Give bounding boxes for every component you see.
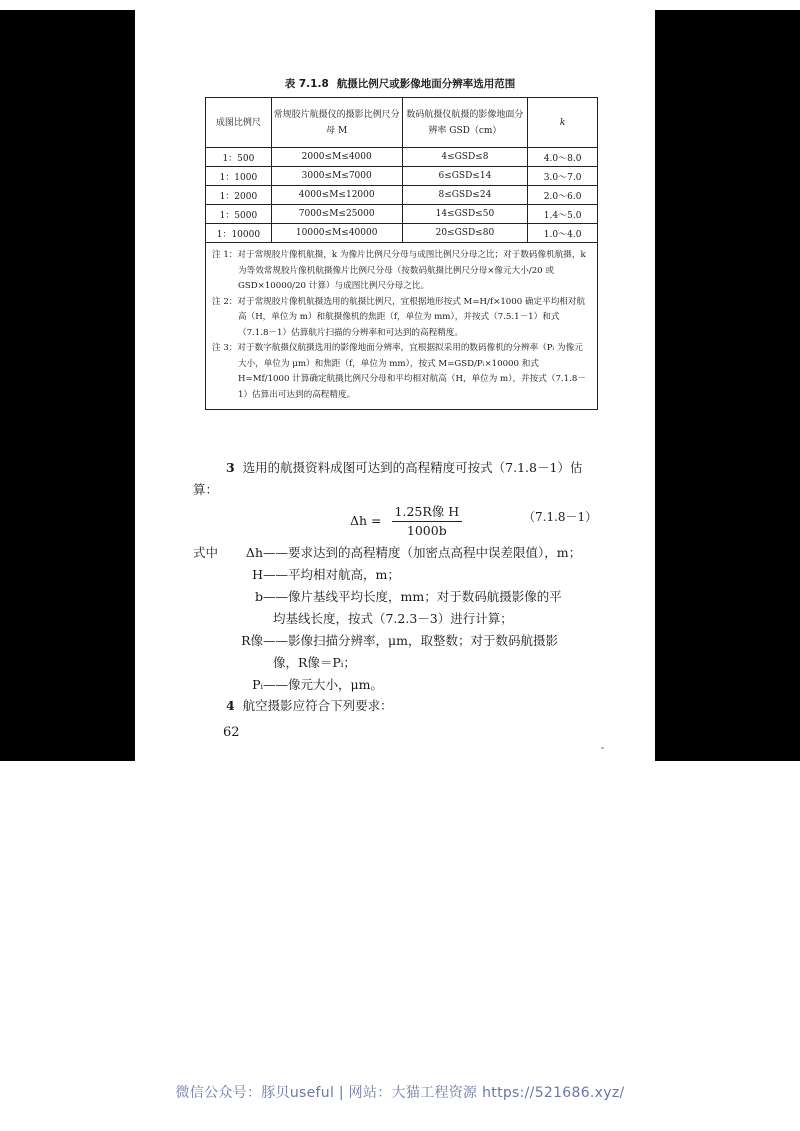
scan-speck (601, 747, 604, 749)
variable-definitions (193, 542, 613, 696)
formula (350, 502, 462, 538)
definition-row (193, 564, 613, 586)
watermark-bottom: 微信公众号：豚贝useful | 网站：大猫工程资源 https://521686.xyz/ (175, 1085, 625, 1101)
cell-k: 2.0～6.0 (528, 186, 598, 205)
cell-gsd: 4≤GSD≤8 (402, 148, 528, 167)
table-row (206, 224, 598, 243)
cell-gsd: 20≤GSD≤80 (402, 224, 528, 243)
item-4-paragraph (193, 695, 603, 717)
table-row (206, 186, 598, 205)
cell-gsd: 14≤GSD≤50 (402, 205, 528, 224)
table-title: 航摄比例尺或影像地面分辨率选用范围 (336, 78, 516, 90)
definition-symbol: Δh (245, 545, 263, 560)
cell-k: 1.0～4.0 (528, 224, 598, 243)
cell-k: 4.0～8.0 (528, 148, 598, 167)
item-4-text: 航空摄影应符合下列要求： (242, 698, 393, 713)
definition-text: ——要求达到的高程精度（加密点高程中误差限值），m； (263, 545, 582, 560)
definition-symbol: b (254, 589, 263, 604)
definition-row (193, 674, 613, 696)
document-page (135, 10, 655, 761)
definition-row (193, 586, 613, 608)
definition-text: ——像元大小，μm。 (263, 677, 383, 692)
header-gsd: 数码航摄仪航摄的影像地面分辨率 GSD（cm） (402, 98, 528, 148)
equation-number: （7.1.8－1） (523, 510, 598, 524)
cell-film: 7000≤M≤25000 (271, 205, 402, 224)
page-number: 62 (223, 725, 240, 740)
definition-symbol: H (252, 567, 263, 582)
item-3-text: 选用的航摄资料成图可达到的高程精度可按式（7.1.8－1）估算： (193, 460, 583, 497)
cell-film: 2000≤M≤4000 (271, 148, 402, 167)
cell-scale: 1：5000 (206, 205, 272, 224)
definition-text: 像，R像＝Pᵢ； (273, 655, 356, 670)
definition-row (193, 652, 613, 674)
scan-border-left (0, 10, 135, 761)
formula-lhs: Δh = (350, 512, 382, 528)
cell-k: 3.0～7.0 (528, 167, 598, 186)
definition-row (193, 608, 613, 630)
table-note: 注 1：对于常规胶片像机航摄，k 为像片比例尺分母与成图比例尺分母之比；对于数码像机航摄，k 为等效常规胶片像机航摄像片比例尺分母（按数码航摄比例尺分母×像元大小/20 或 GSD×10000/20 计算）与成图比例尺分母之比。 (212, 250, 586, 291)
definition-text: ——影像扫描分辨率，μm，取整数；对于数码航摄影 (263, 633, 558, 648)
cell-scale: 1：10000 (206, 224, 272, 243)
table-row (206, 148, 598, 167)
resolution-table (205, 97, 598, 410)
item-3-paragraph (193, 457, 603, 501)
formula-numerator: 1.25R像 H (392, 502, 463, 522)
header-k: k (528, 98, 598, 148)
cell-scale: 1：2000 (206, 186, 272, 205)
table-caption (205, 76, 595, 91)
definition-row (193, 630, 613, 652)
header-scale: 成图比例尺 (206, 98, 272, 148)
formula-denominator: 1000b (406, 523, 447, 538)
table-note: 注 2：对于常规胶片像机航摄选用的航摄比例尺，宜根据地形按式 M=H/f×1000 确定平均相对航高（H，单位为 m）和航摄像机的焦距（f，单位为 mm），并按式（7.5.1－1）和式（7.1.8－1）估算航片扫描的分辨率和可达到的高程精度。 (212, 296, 586, 338)
cell-scale: 1：500 (206, 148, 272, 167)
cell-film: 3000≤M≤7000 (271, 167, 402, 186)
definition-row (193, 542, 613, 564)
cell-gsd: 8≤GSD≤24 (402, 186, 528, 205)
cell-film: 10000≤M≤40000 (271, 224, 402, 243)
table-row (206, 167, 598, 186)
definition-text: ——像片基线平均长度，mm；对于数码航摄影像的平 (263, 589, 562, 604)
table-note: 注 3：对于数字航摄仪航摄选用的影像地面分辨率，宜根据拟采用的数码像机的分辨率（Pᵢ 为像元大小，单位为 μm）和焦距（f，单位为 mm），按式 M=GSD/Pᵢ×10000 和式 H=Mf/1000 计算确定航摄比例尺分母和平均相对航高（H，单位为 m），并按式（7.1.8－1）估算出可达到的高程精度。 (212, 343, 586, 400)
cell-gsd: 6≤GSD≤14 (402, 167, 528, 186)
definition-symbol: Pᵢ (252, 677, 263, 692)
table-row (206, 205, 598, 224)
scan-border-right (655, 10, 800, 761)
table-notes (206, 243, 598, 410)
item-3-number: 3 (226, 460, 235, 475)
cell-film: 4000≤M≤12000 (271, 186, 402, 205)
table-notes-row (206, 243, 598, 410)
definition-text: 均基线长度，按式（7.2.3－3）进行计算； (273, 611, 513, 626)
table-number: 表 7.1.8 (284, 78, 329, 90)
header-film-scale: 常规胶片航摄仪的摄影比例尺分母 M (271, 98, 402, 148)
cell-scale: 1：1000 (206, 167, 272, 186)
definition-text: ——平均相对航高，m； (263, 567, 400, 582)
cell-k: 1.4～5.0 (528, 205, 598, 224)
table-header-row (206, 98, 598, 148)
definition-symbol: R像 (241, 633, 263, 648)
item-4-number: 4 (226, 698, 235, 713)
where-label: 式中 (193, 545, 219, 560)
formula-fraction (392, 502, 463, 538)
